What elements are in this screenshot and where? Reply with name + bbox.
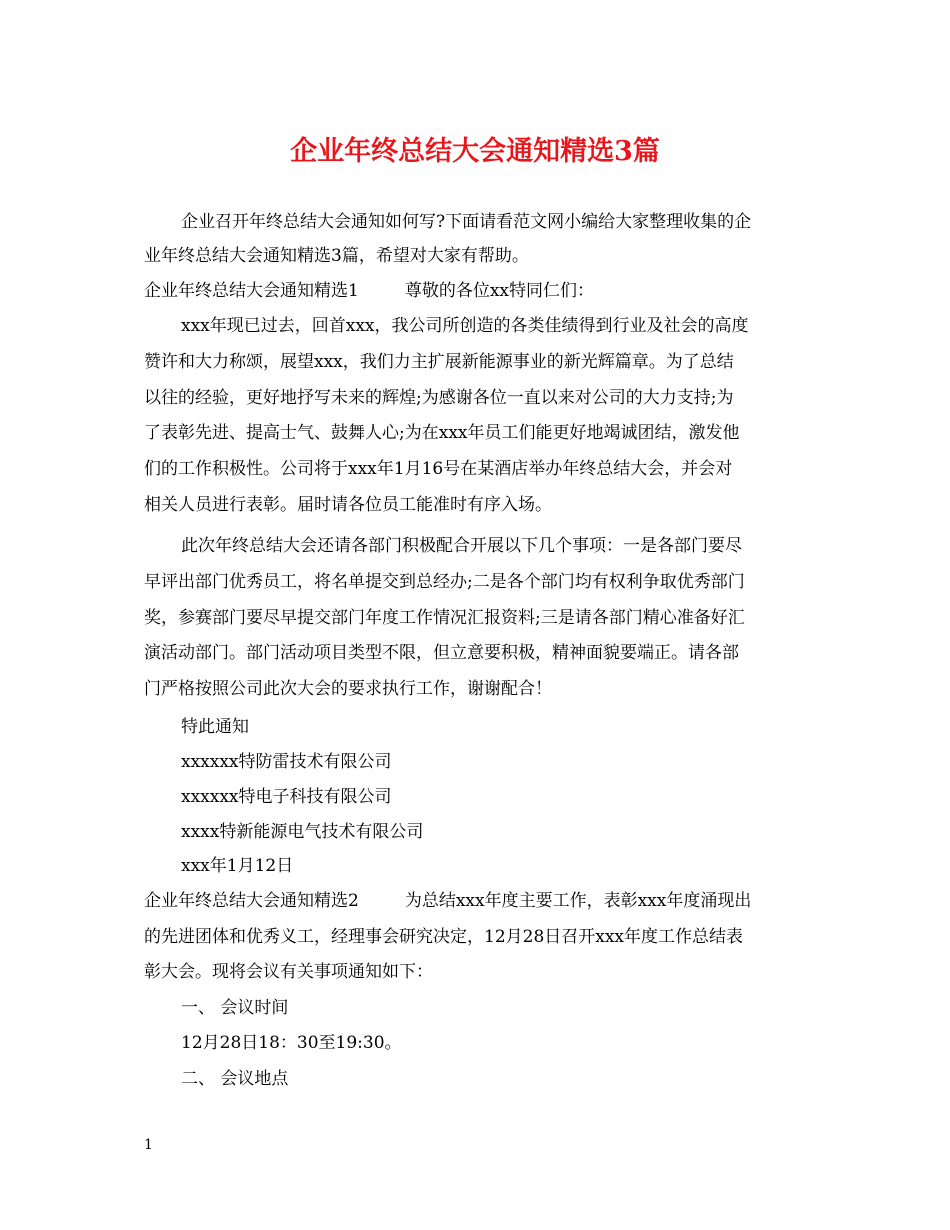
section2-line-1-rest: 为总结xxx年度主要工作，表彰xxx年度涌现出 — [404, 891, 752, 911]
document-title: 企业年终总结大会通知精选3篇 — [290, 136, 660, 167]
s1-p1-line-3: 以往的经验，更好地抒写未来的辉煌;为感谢各位一直以来对公司的大力支持;为 — [144, 388, 734, 408]
s1-p1-line-5: 们的工作积极性。公司将于xxx年1月16号在某酒店举办年终总结大会，并会对 — [144, 459, 733, 479]
section2-heading: 企业年终总结大会通知精选2 — [144, 891, 359, 911]
item1-label: 一、 会议时间 — [181, 998, 289, 1018]
item1-value: 12月28日18：30至19:30。 — [181, 1033, 402, 1053]
page-number: 1 — [144, 1137, 153, 1153]
section1-heading: 企业年终总结大会通知精选1 — [144, 281, 359, 301]
s1-p2-line-4: 演活动部门。部门活动项目类型不限，但立意要积极，精神面貌要端正。请各部 — [144, 643, 739, 663]
s1-p2-line-2: 早评出部门优秀员工，将名单提交到总经办;二是各个部门均有权利争取优秀部门 — [144, 572, 745, 592]
s1-p2-line-5: 门严格按照公司此次大会的要求执行工作，谢谢配合！ — [144, 679, 552, 699]
section2-heading-line — [144, 889, 751, 913]
signature-3: xxxx特新能源电气技术有限公司 — [181, 822, 424, 842]
intro-line-2: 业年终总结大会通知精选3篇，希望对大家有帮助。 — [144, 246, 529, 266]
item2-label: 二、 会议地点 — [181, 1069, 289, 1089]
signature-1: xxxxxx特防雷技术有限公司 — [181, 752, 392, 772]
intro-line-1: 企业召开年终总结大会通知如何写?下面请看范文网小编给大家整理收集的企 — [181, 212, 752, 232]
closing-text: 特此通知 — [181, 717, 249, 737]
s1-p2-line-3: 奖，参赛部门要尽早提交部门年度工作情况汇报资料;三是请各部门精心准备好汇 — [144, 608, 745, 628]
s1-p1-line-1: xxx年现已过去，回首xxx，我公司所创造的各类佳绩得到行业及社会的高度 — [181, 316, 749, 336]
section2-line-3: 彰大会。现将会议有关事项通知如下： — [144, 962, 433, 982]
s1-p2-line-1: 此次年终总结大会还请各部门积极配合开展以下几个事项：一是各部门要尽 — [181, 536, 742, 556]
signature-2: xxxxxx特电子科技有限公司 — [181, 787, 392, 807]
s1-p1-line-4: 了表彰先进、提高士气、鼓舞人心;为在xxx年员工们能更好地竭诚团结，激发他 — [144, 423, 740, 443]
s1-p1-line-6: 相关人员进行表彰。届时请各位员工能准时有序入场。 — [144, 495, 552, 515]
section2-line-2: 的先进团体和优秀义工，经理事会研究决定，12月28日召开xxx年度工作总结表 — [144, 927, 744, 947]
section1-heading-line — [144, 279, 594, 303]
notice-date: xxx年1月12日 — [181, 856, 294, 876]
s1-p1-line-2: 赞许和大力称颂，展望xxx，我们力主扩展新能源事业的新光辉篇章。为了总结 — [144, 352, 734, 372]
section1-salutation: 尊敬的各位xx特同仁们： — [404, 281, 595, 301]
